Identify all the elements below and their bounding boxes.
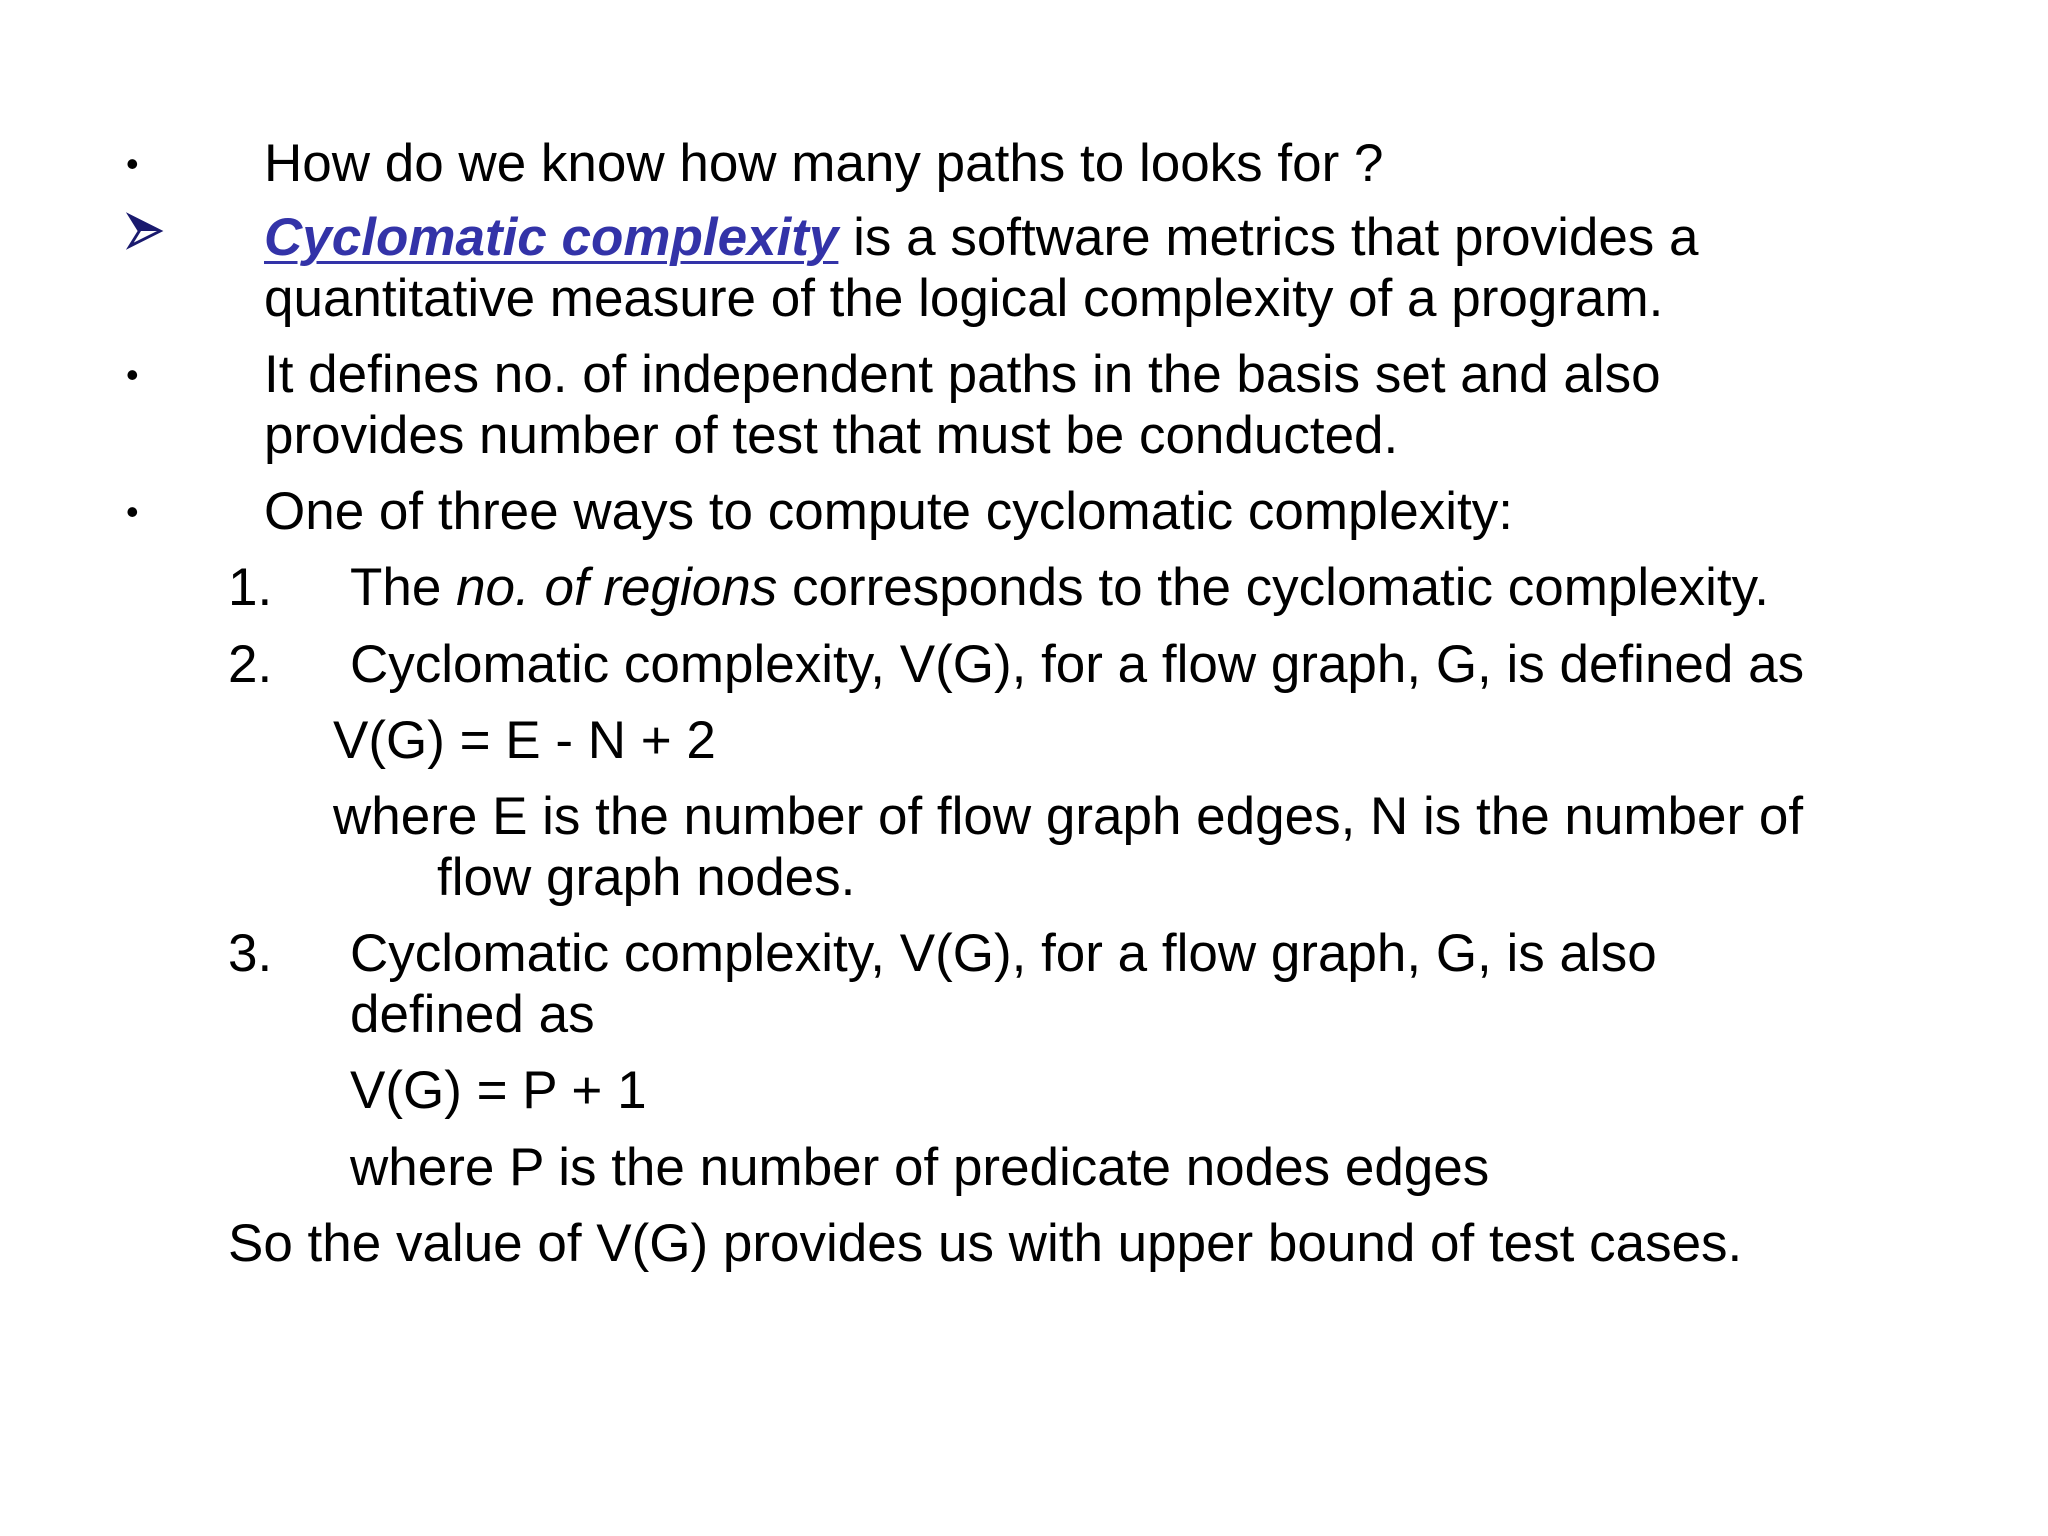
method-1-italic: no. of regions xyxy=(456,558,778,617)
method-number: 2. xyxy=(228,635,273,694)
arrow-bullet-icon xyxy=(126,212,164,250)
method-number: 3. xyxy=(228,924,273,983)
bullet-dot: • xyxy=(126,354,139,395)
paths-line-2: provides number of test that must be conducted. xyxy=(264,406,1399,465)
cyclomatic-complexity-link[interactable]: Cyclomatic complexity xyxy=(264,208,839,267)
conclusion-line: So the value of V(G) provides us with upper bound of test cases. xyxy=(228,1214,1743,1273)
method-3-formula: V(G) = P + 1 xyxy=(350,1061,647,1120)
method-number: 1. xyxy=(228,558,273,617)
method-3-line-2: defined as xyxy=(350,985,595,1044)
method-1-before: The xyxy=(350,558,457,617)
method-3-line-1: Cyclomatic complexity, V(G), for a flow graph, G, is also xyxy=(350,924,1657,983)
definition-rest: is a software metrics that provides a xyxy=(838,208,1699,267)
question-line: How do we know how many paths to looks for ? xyxy=(264,134,1384,193)
definition-line-2: quantitative measure of the logical complexity of a program. xyxy=(264,269,1664,328)
paths-line-1: It defines no. of independent paths in the basis set and also xyxy=(264,345,1661,404)
method-2-line: Cyclomatic complexity, V(G), for a flow graph, G, is defined as xyxy=(350,635,1805,694)
method-2-formula: V(G) = E - N + 2 xyxy=(333,711,716,770)
definition-line-1 xyxy=(264,207,1699,269)
bullet-dot: • xyxy=(126,143,139,184)
ways-line: One of three ways to compute cyclomatic complexity: xyxy=(264,482,1513,541)
bullet-dot: • xyxy=(126,491,139,532)
method-1-after: corresponds to the cyclomatic complexity. xyxy=(777,558,1769,617)
method-2-where-1: where E is the number of flow graph edges, N is the number of xyxy=(333,787,1804,846)
method-1-line xyxy=(350,557,1769,619)
method-2-where-2: flow graph nodes. xyxy=(437,848,856,907)
method-3-where: where P is the number of predicate nodes edges xyxy=(350,1138,1490,1197)
